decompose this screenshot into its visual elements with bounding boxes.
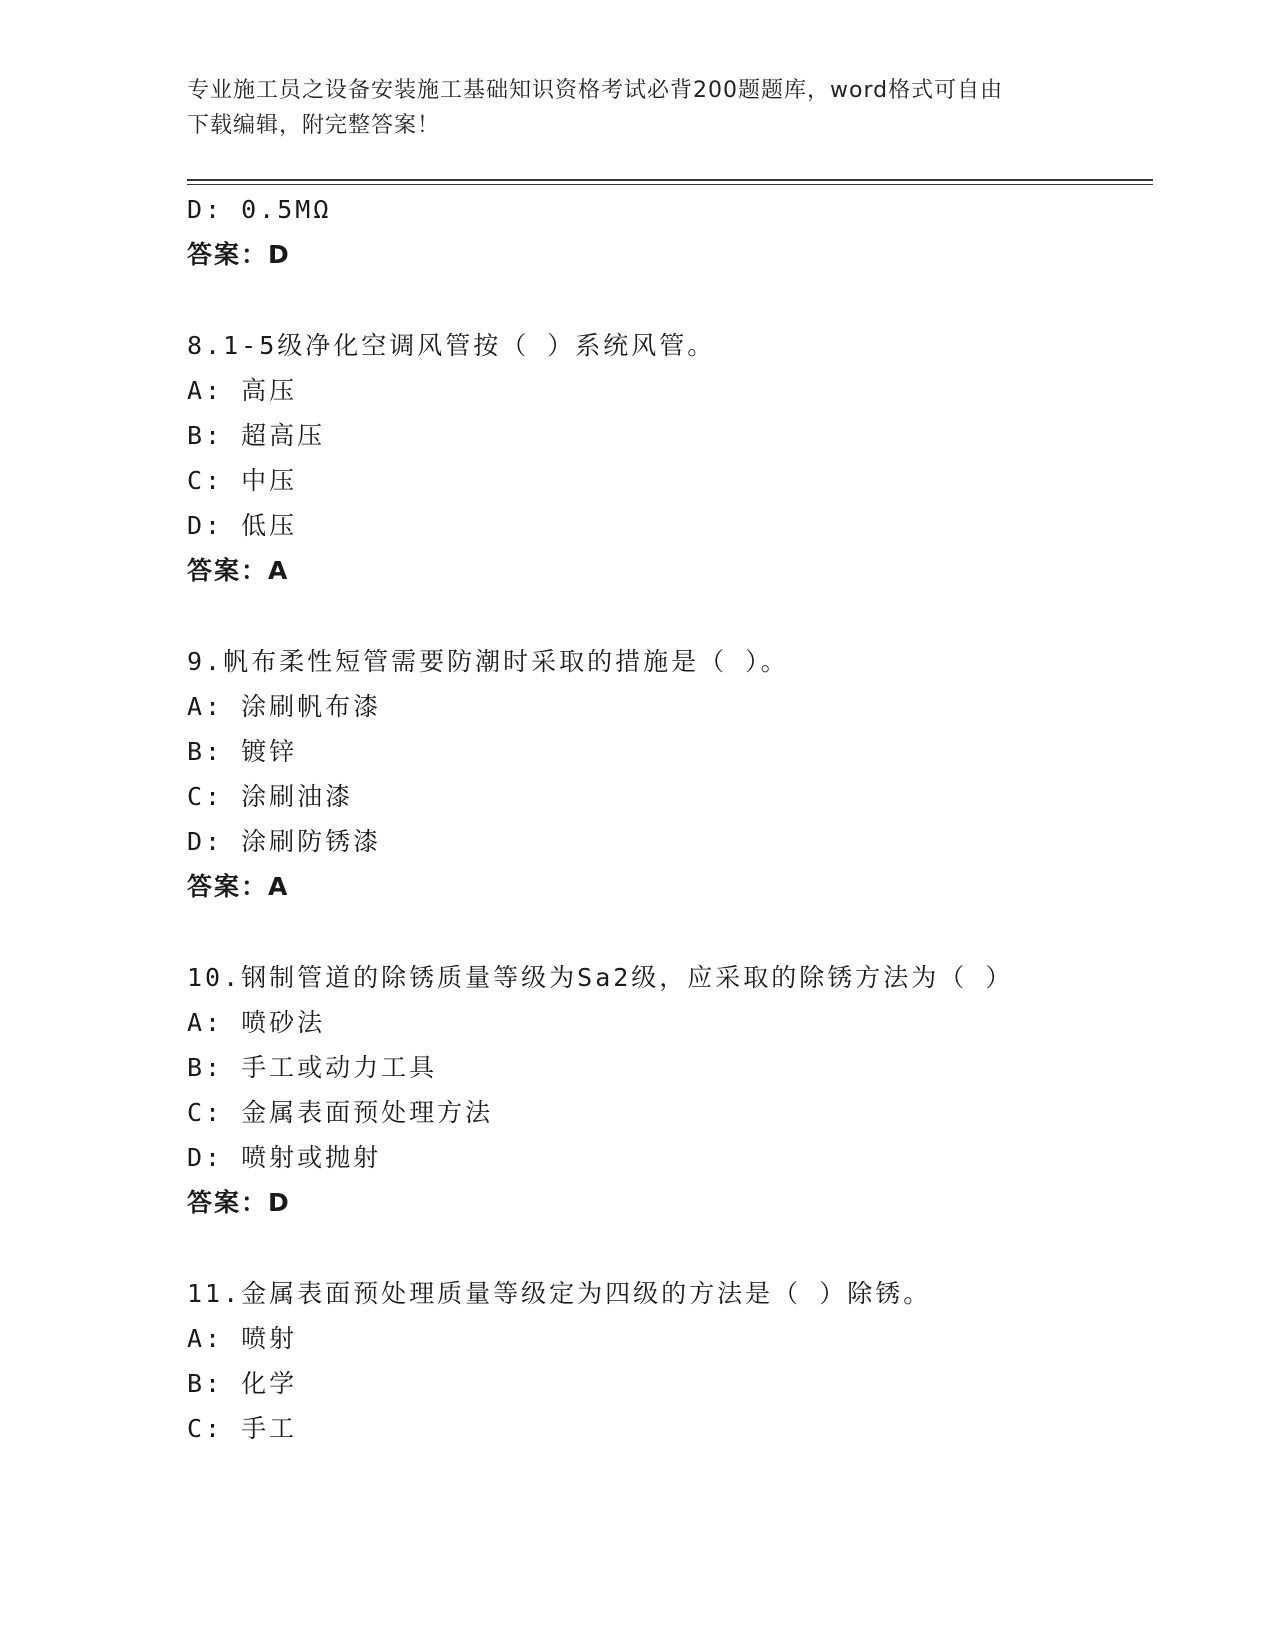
option-line — [187, 1098, 493, 1128]
option-letter: C: — [187, 466, 224, 495]
question-stem: 8.1-5级净化空调风管按（ ）系统风管。 — [187, 331, 716, 360]
option-text: 金属表面预处理方法 — [241, 1098, 494, 1127]
option-line — [187, 1008, 325, 1038]
option-letter: A: — [187, 692, 224, 721]
option-letter: A: — [187, 376, 224, 405]
option-text: 低压 — [241, 511, 298, 540]
option-text: 化学 — [241, 1369, 298, 1398]
option-letter: D: — [187, 1143, 224, 1172]
option-letter: B: — [187, 1369, 224, 1398]
option-letter: C: — [187, 1414, 224, 1443]
option-letter: D: — [187, 195, 224, 224]
option-line — [187, 1414, 297, 1444]
answer-line: 答案：D — [187, 240, 291, 269]
option-line — [187, 737, 297, 767]
option-line — [187, 1369, 297, 1399]
option-text: 中压 — [241, 466, 298, 495]
option-line — [187, 692, 381, 722]
option-letter: C: — [187, 782, 224, 811]
option-line — [187, 511, 297, 541]
option-line — [187, 376, 297, 406]
option-text: 0.5MΩ — [241, 195, 332, 224]
option-line — [187, 1053, 437, 1083]
header-line-2: 下载编辑，附完整答案！ — [187, 113, 441, 138]
option-letter: B: — [187, 421, 224, 450]
option-text: 手工 — [241, 1414, 298, 1443]
option-letter: A: — [187, 1008, 224, 1037]
header-line-1: 专业施工员之设备安装施工基础知识资格考试必背200题题库，word格式可自由 — [187, 78, 1004, 103]
answer-line: 答案：A — [187, 556, 290, 585]
option-d-line — [187, 195, 331, 225]
option-text: 超高压 — [241, 421, 326, 450]
option-text: 涂刷防锈漆 — [241, 827, 382, 856]
option-line — [187, 466, 297, 496]
option-text: 手工或动力工具 — [241, 1053, 438, 1082]
option-text: 喷射 — [241, 1324, 298, 1353]
document-header — [187, 73, 1067, 143]
question-stem: 11.金属表面预处理质量等级定为四级的方法是（ ）除锈。 — [187, 1279, 932, 1308]
header-rule-thin — [187, 184, 1153, 185]
header-rule-thick — [187, 179, 1153, 181]
option-line — [187, 827, 381, 857]
option-text: 喷砂法 — [241, 1008, 326, 1037]
option-line — [187, 1143, 381, 1173]
option-letter: A: — [187, 1324, 224, 1353]
question-stem: 9.帆布柔性短管需要防潮时采取的措施是（ ）。 — [187, 647, 789, 676]
option-line — [187, 1324, 297, 1354]
option-text: 涂刷帆布漆 — [241, 692, 382, 721]
option-line — [187, 782, 353, 812]
option-text: 喷射或抛射 — [241, 1143, 382, 1172]
option-letter: D: — [187, 827, 224, 856]
answer-line: 答案：D — [187, 1188, 291, 1217]
option-letter: C: — [187, 1098, 224, 1127]
option-line — [187, 421, 325, 451]
option-text: 涂刷油漆 — [241, 782, 354, 811]
option-letter: B: — [187, 1053, 224, 1082]
question-stem: 10.钢制管道的除锈质量等级为Sa2级，应采取的除锈方法为（ ） — [187, 963, 1014, 992]
option-letter: B: — [187, 737, 224, 766]
option-text: 高压 — [241, 376, 298, 405]
option-letter: D: — [187, 511, 224, 540]
answer-line: 答案：A — [187, 872, 290, 901]
option-text: 镀锌 — [241, 737, 298, 766]
